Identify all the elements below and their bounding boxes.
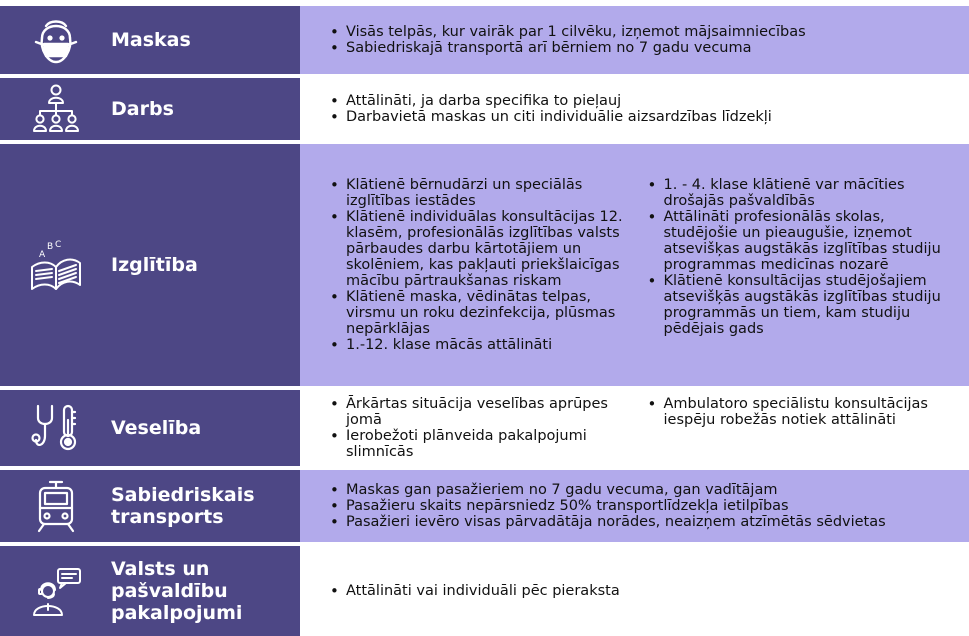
row-sabiedriskais-transports [0, 470, 969, 542]
list-item: • Pasažieri ievēro visas pārvadātāja norādes, neaizņem atzīmētās sēdvietas [330, 514, 886, 530]
category-cell [0, 470, 300, 542]
stethoscope-thermometer-icon [1, 390, 111, 466]
bullet-list-left [330, 396, 644, 460]
customer-service-icon [1, 546, 111, 636]
list-item: • Darbavietā maskas un citi individuālie aizsardzības līdzekļi [330, 109, 772, 125]
list-item: • 1. - 4. klase klātienē var mācīties drošajās pašvaldībās [648, 177, 962, 209]
bullet-list [330, 482, 886, 530]
content-cell [300, 390, 969, 466]
content-cell [300, 546, 969, 636]
category-label: Valsts un pašvaldību pakalpojumi [111, 558, 243, 624]
row-veseliba [0, 390, 969, 466]
tram-icon [1, 470, 111, 542]
category-cell [0, 390, 300, 466]
list-item: • Klātienē konsultācijas studējošajiem atsevišķās augstākās izglītības studiju programmās un tiem, kam studiju pēdējais gads [648, 273, 962, 337]
row-darbs [0, 78, 969, 140]
list-item: • Klātienē individuālas konsultācijas 12. klasēm, profesionālās izglītības valsts pārbaudes darbu kārtotājiem un skolēniem, kas pakļauti priekšlaicīgas mācību pārtraukšanas riskam [330, 209, 644, 289]
category-cell [0, 78, 300, 140]
list-item: • Attālināti, ja darba specifika to pieļauj [330, 93, 772, 109]
bullet-list-left [330, 177, 644, 353]
team-hierarchy-icon [1, 78, 111, 140]
svg-text:B: B [47, 242, 54, 252]
content-cell [300, 470, 969, 542]
bullet-list [330, 583, 620, 599]
category-label: Veselība [111, 417, 202, 439]
list-item: • Klātienē bērnudārzi un speciālās izglītības iestādes [330, 177, 644, 209]
content-cell [300, 6, 969, 74]
list-item: • Sabiedriskajā transportā arī bērniem no 7 gadu vecuma [330, 40, 806, 56]
category-label: Darbs [111, 98, 174, 120]
svg-text:C: C [55, 240, 62, 250]
svg-text:A: A [39, 250, 46, 260]
open-book-icon [1, 144, 111, 386]
category-label: Sabiedriskais transports [111, 484, 255, 528]
category-cell [0, 6, 300, 74]
category-cell [0, 546, 300, 636]
row-valsts-pakalpojumi [0, 546, 969, 636]
list-item: • Attālināti vai individuāli pēc pieraksta [330, 583, 620, 599]
list-item: • Ambulatoro speciālistu konsultācijas iespēju robežās notiek attālināti [648, 396, 962, 428]
content-cell [300, 78, 969, 140]
list-item: • Ierobežoti plānveida pakalpojumi slimnīcās [330, 428, 644, 460]
bullet-list [330, 24, 806, 56]
list-item: • Visās telpās, kur vairāk par 1 cilvēku, izņemot mājsaimniecības [330, 24, 806, 40]
row-izglitiba [0, 144, 969, 386]
bullet-list-right [648, 177, 962, 337]
list-item: • Klātienē maska, vēdinātas telpas, virsmu un roku dezinfekcija, plūsmas nepārklājas [330, 289, 644, 337]
list-item: • Maskas gan pasažieriem no 7 gadu vecuma, gan vadītājam [330, 482, 886, 498]
content-cell [300, 144, 969, 386]
category-label: Izglītība [111, 254, 198, 276]
list-item: • Attālināti profesionālās skolas, studējošie un pieaugušie, izņemot atsevišķas augstākās izglītības studiju programmas medicīnas nozarē [648, 209, 962, 273]
row-maskas [0, 6, 969, 74]
list-item: • Pasažieru skaits nepārsniedz 50% transportlīdzekļa ietilpības [330, 498, 886, 514]
bullet-list-right [648, 396, 962, 428]
list-item: • 1.-12. klase mācās attālināti [330, 337, 644, 353]
category-cell [0, 144, 300, 386]
bullet-list [330, 93, 772, 125]
category-label: Maskas [111, 29, 191, 51]
list-item: • Ārkārtas situācija veselības aprūpes jomā [330, 396, 644, 428]
face-mask-icon [1, 6, 111, 74]
